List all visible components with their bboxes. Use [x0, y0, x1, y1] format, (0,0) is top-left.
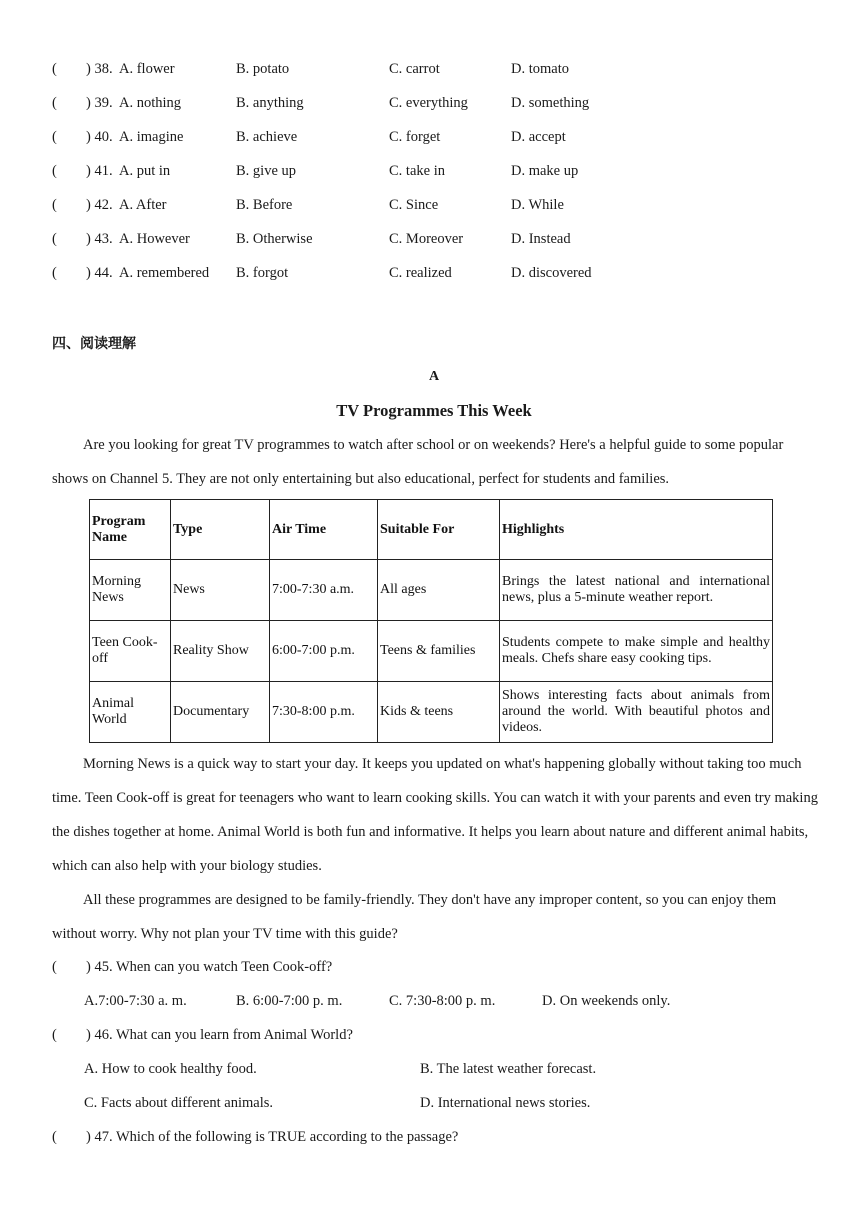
option-b: B. Otherwise [236, 231, 313, 247]
option-d: D. While [511, 197, 564, 213]
answer-paren: ( [52, 231, 57, 247]
question-stem: ) 45. When can you watch Teen Cook-off? [86, 959, 333, 975]
cell-suitable-for: Kids & teens [378, 682, 500, 743]
cell-highlights: Students compete to make simple and healthy meals. Chefs share easy cooking tips. [500, 621, 773, 682]
question-stem: ) 46. What can you learn from Animal World? [86, 1027, 353, 1043]
answer-paren: ( [52, 265, 57, 281]
option-d: D. On weekends only. [542, 993, 671, 1009]
option-a: A. nothing [119, 95, 182, 111]
header-suitable-for: Suitable For [378, 500, 500, 560]
option-c: C. everything [389, 95, 468, 111]
header-type: Type [171, 500, 270, 560]
question-number: ) 43. [86, 231, 113, 247]
question-number: ) 44. [86, 265, 113, 281]
question-number: ) 38. [86, 61, 113, 77]
option-d: D. accept [511, 129, 566, 145]
option-a: A.7:00-7:30 a. m. [84, 993, 187, 1009]
question-number: ) 39. [86, 95, 113, 111]
option-b: B. The latest weather forecast. [420, 1061, 597, 1077]
cell-type: Documentary [171, 682, 270, 743]
cell-program-name: Morning News [90, 560, 171, 621]
option-a: A. flower [119, 61, 175, 77]
question-stem: ) 47. Which of the following is TRUE according to the passage? [86, 1129, 459, 1145]
option-c: C. carrot [389, 61, 440, 77]
option-d: D. discovered [511, 265, 592, 281]
table-header-row [90, 500, 773, 560]
option-a: A. How to cook healthy food. [84, 1061, 257, 1077]
intro-paragraph [52, 428, 822, 496]
option-c: C. take in [389, 163, 445, 179]
option-b: B. achieve [236, 129, 298, 145]
cell-air-time: 6:00-7:00 p.m. [270, 621, 378, 682]
option-a: A. However [119, 231, 190, 247]
option-d: D. make up [511, 163, 579, 179]
body-paragraph-2 [52, 883, 822, 951]
answer-paren: ( [52, 197, 57, 213]
paragraph-text: Morning News is a quick way to start your day. It keeps you updated on what's happening globally without taking too much time. Teen Cook-off is great for teenagers who want to learn cooking skills. You can watch it with your parents and even try making the dishes together at home. Animal World is both fun and informative. It helps you learn about nature and different animal habits, which can also help with your biology studies. [52, 756, 818, 874]
answer-paren: ( [52, 163, 57, 179]
option-c: C. forget [389, 129, 441, 145]
option-a: A. imagine [119, 129, 184, 145]
section-title: 四、阅读理解 [52, 336, 136, 352]
header-air-time: Air Time [270, 500, 378, 560]
question-number: ) 40. [86, 129, 113, 145]
option-d: D. Instead [511, 231, 571, 247]
table-row [90, 682, 773, 743]
intro-text: Are you looking for great TV programmes to watch after school or on weekends? Here's a helpful guide to some popular shows on Channel 5. They are not only entertaining but also educational, perfect for students and families. [52, 437, 784, 487]
cell-type: News [171, 560, 270, 621]
answer-paren: ( [52, 61, 57, 77]
cell-air-time: 7:30-8:00 p.m. [270, 682, 378, 743]
option-b: B. anything [236, 95, 304, 111]
header-highlights: Highlights [500, 500, 773, 560]
cell-air-time: 7:00-7:30 a.m. [270, 560, 378, 621]
option-c: C. realized [389, 265, 452, 281]
option-b: B. potato [236, 61, 290, 77]
cell-highlights: Brings the latest national and international news, plus a 5-minute weather report. [500, 560, 773, 621]
cell-program-name: Teen Cook-off [90, 621, 171, 682]
option-c: C. Moreover [389, 231, 464, 247]
option-a: A. remembered [119, 265, 210, 281]
cell-type: Reality Show [171, 621, 270, 682]
header-program-name: Program Name [90, 500, 171, 560]
paragraph-text: All these programmes are designed to be family-friendly. They don't have any improper content, so you can enjoy them without worry. Why not plan your TV time with this guide? [52, 892, 777, 942]
option-b: B. give up [236, 163, 297, 179]
body-paragraph-1 [52, 747, 822, 883]
option-a: A. put in [119, 163, 171, 179]
option-b: B. 6:00-7:00 p. m. [236, 993, 343, 1009]
answer-paren: ( [52, 1129, 57, 1145]
cell-program-name: Animal World [90, 682, 171, 743]
answer-paren: ( [52, 129, 57, 145]
table-row [90, 560, 773, 621]
option-c: C. Facts about different animals. [84, 1095, 273, 1111]
passage-title: TV Programmes This Week [336, 401, 532, 420]
table-row [90, 621, 773, 682]
question-number: ) 41. [86, 163, 113, 179]
option-a: A. After [119, 197, 167, 213]
cell-highlights: Shows interesting facts about animals from around the world. With beautiful photos and videos. [500, 682, 773, 743]
tv-programme-table [89, 499, 773, 743]
question-number: ) 42. [86, 197, 113, 213]
option-c: C. 7:30-8:00 p. m. [389, 993, 496, 1009]
option-c: C. Since [389, 197, 439, 213]
option-b: B. forgot [236, 265, 289, 281]
cell-suitable-for: Teens & families [378, 621, 500, 682]
answer-paren: ( [52, 95, 57, 111]
passage-label: A [429, 369, 440, 384]
option-d: D. something [511, 95, 590, 111]
option-d: D. tomato [511, 61, 569, 77]
option-d: D. International news stories. [420, 1095, 591, 1111]
option-b: B. Before [236, 197, 293, 213]
answer-paren: ( [52, 1027, 57, 1043]
cell-suitable-for: All ages [378, 560, 500, 621]
answer-paren: ( [52, 959, 57, 975]
